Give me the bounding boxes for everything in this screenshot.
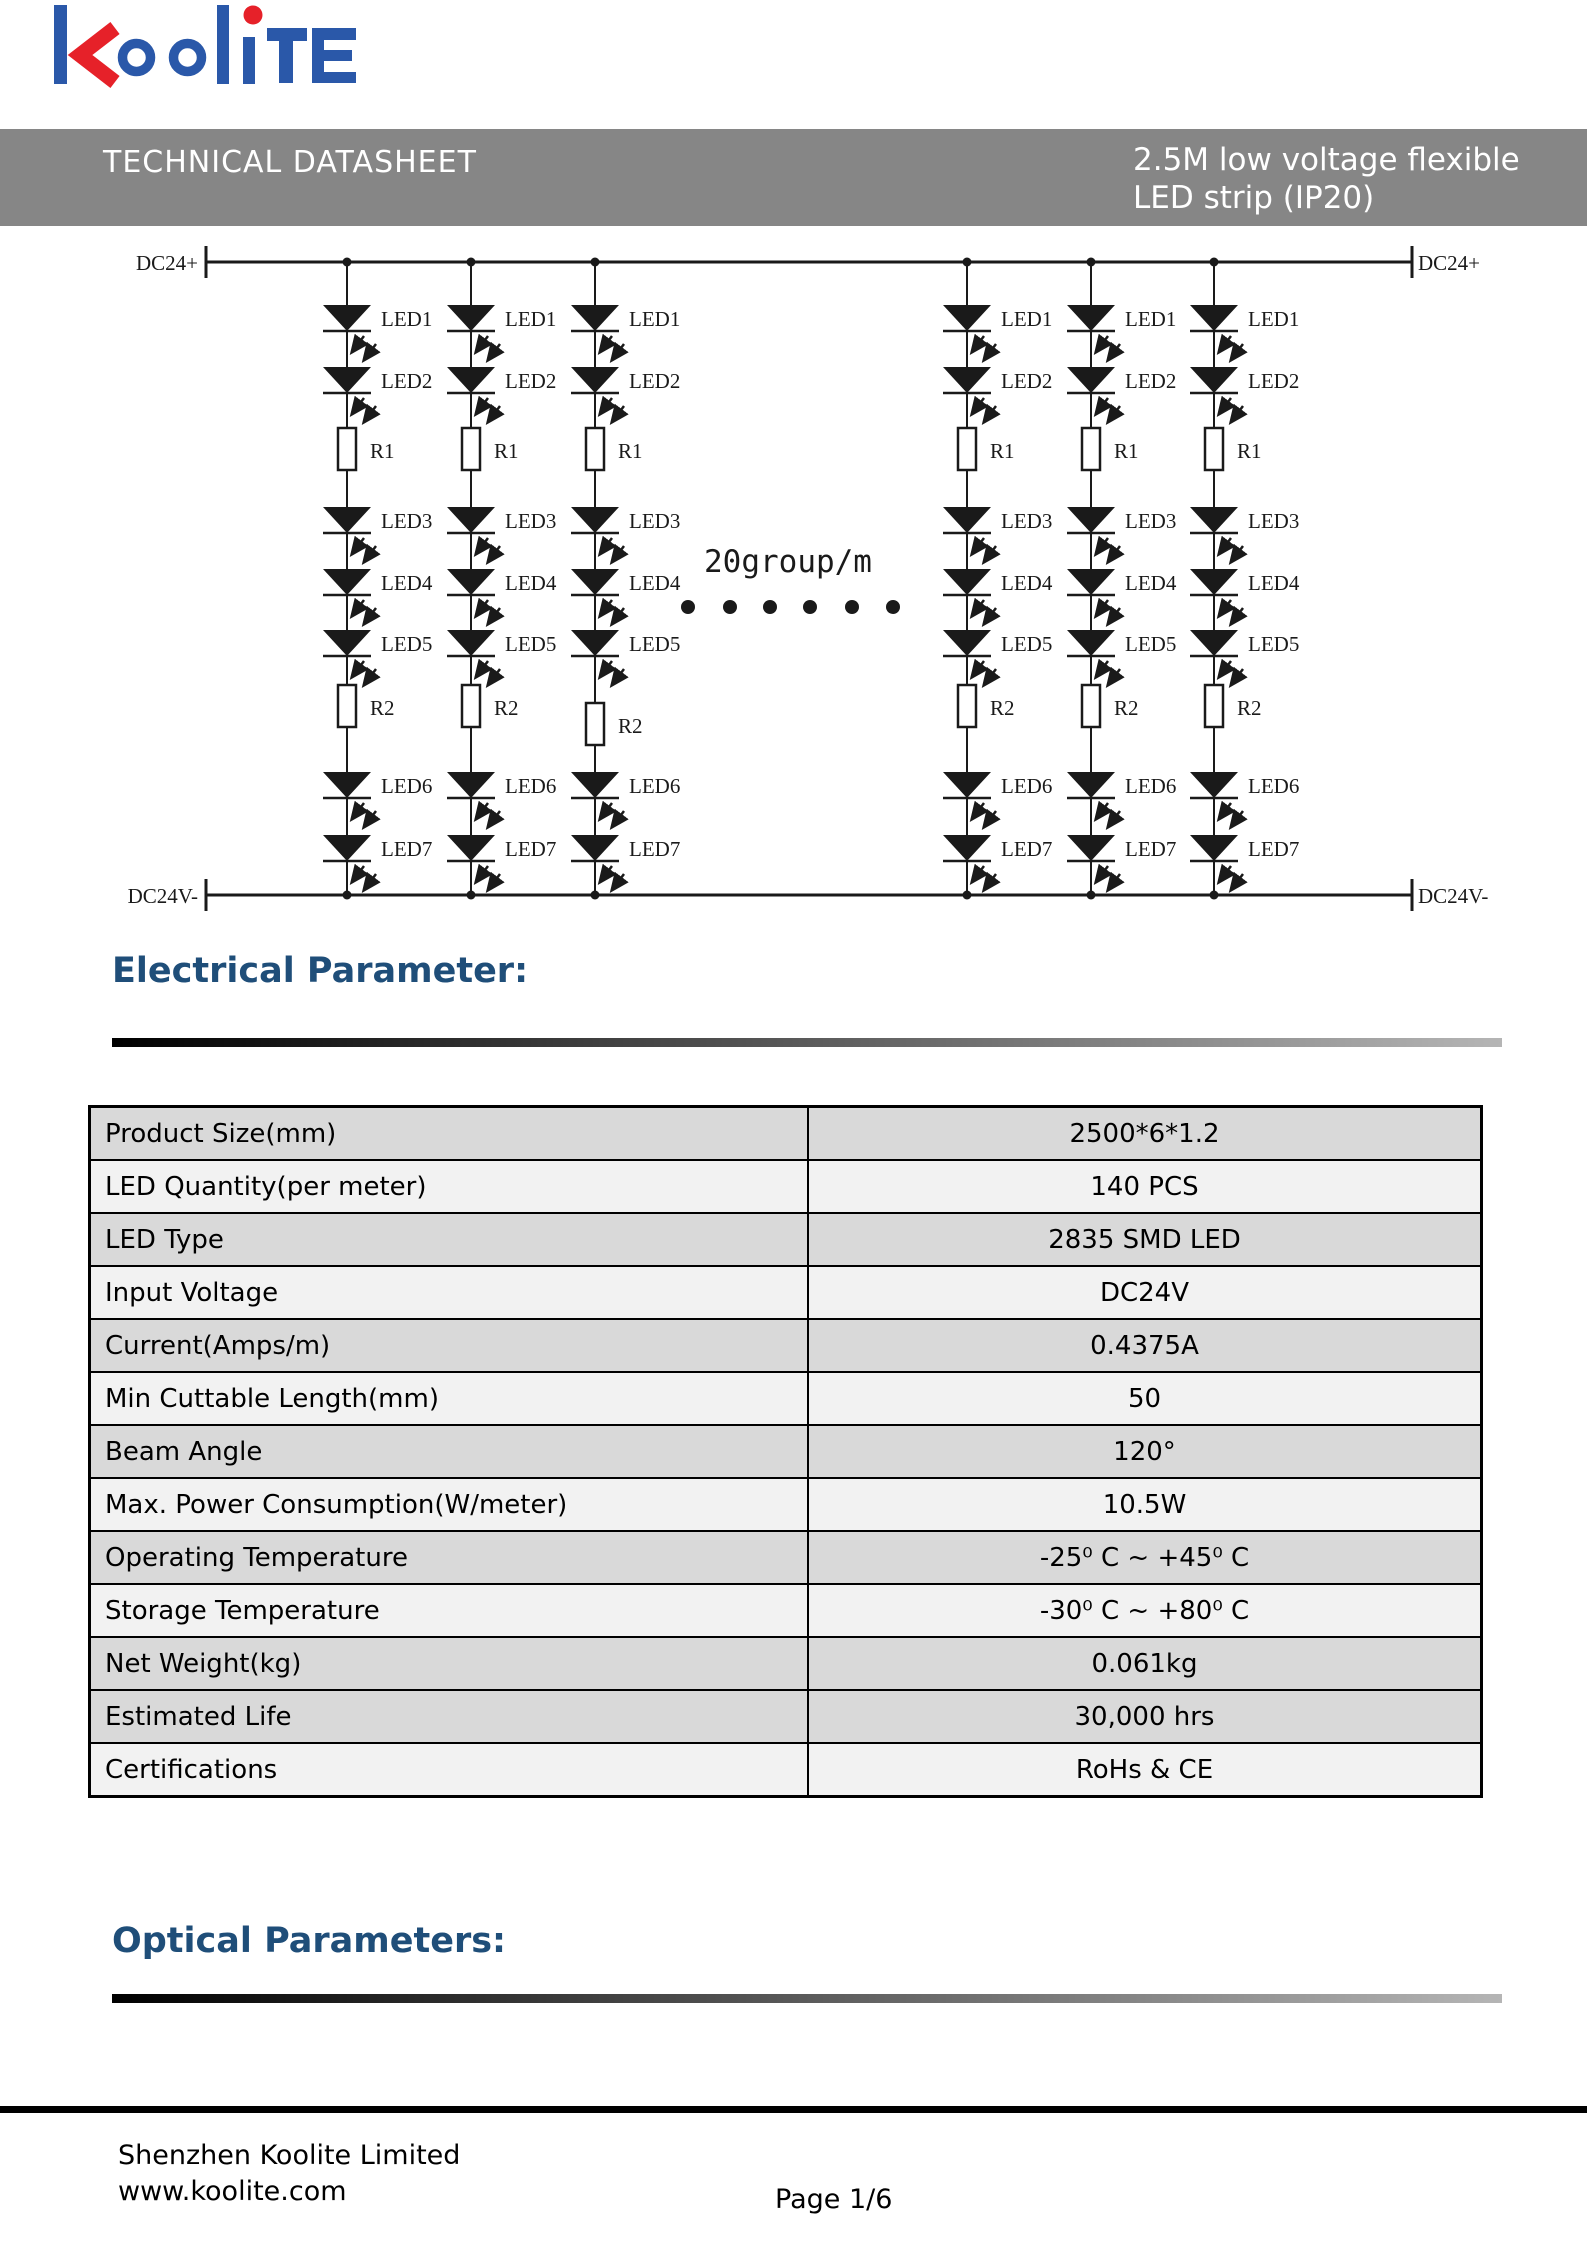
junction-dot [591, 891, 600, 900]
ellipsis-dot [681, 600, 695, 614]
junction-dot [963, 891, 972, 900]
rail-label-top-right: DC24+ [1418, 251, 1481, 275]
led-symbol-icon [1067, 835, 1115, 861]
resistor-symbol-icon [1082, 428, 1100, 470]
diagram-label: R2 [990, 696, 1015, 720]
resistor-symbol-icon [338, 685, 356, 727]
led-light-arrow-icon [352, 538, 364, 554]
led-light-arrow-icon [1096, 803, 1108, 819]
ellipsis-dot [803, 600, 817, 614]
led-light-arrow-icon [612, 546, 624, 562]
led-light-arrow-icon [612, 874, 624, 890]
value-cell: 140 PCS [808, 1160, 1482, 1213]
param-cell: Operating Temperature [90, 1531, 809, 1584]
led-symbol-icon [323, 507, 371, 533]
led-light-arrow-icon [352, 866, 364, 882]
param-cell: Estimated Life [90, 1690, 809, 1743]
diagram-label: LED2 [629, 369, 681, 393]
diagram-label: R2 [494, 696, 519, 720]
led-light-arrow-icon [612, 811, 624, 827]
led-symbol-icon [323, 772, 371, 798]
led-symbol-icon [571, 835, 619, 861]
led-light-arrow-icon [476, 866, 488, 882]
table-row [90, 1160, 1482, 1213]
led-light-arrow-icon [352, 661, 364, 677]
diagram-label: R1 [1237, 439, 1262, 463]
led-light-arrow-icon [972, 600, 984, 616]
resistor-symbol-icon [586, 428, 604, 470]
resistor-symbol-icon [958, 685, 976, 727]
led-light-arrow-icon [984, 811, 996, 827]
logo-letter-k [54, 5, 115, 84]
led-light-arrow-icon [488, 874, 500, 890]
diagram-label: LED2 [1248, 369, 1300, 393]
led-symbol-icon [571, 305, 619, 331]
led-light-arrow-icon [1096, 336, 1108, 352]
diagram-label: R1 [990, 439, 1015, 463]
table-row [90, 1690, 1482, 1743]
logo-letter-t [267, 28, 307, 83]
value-cell: 10.5W [808, 1478, 1482, 1531]
led-light-arrow-icon [1108, 608, 1120, 624]
rail-label-bottom-left: DC24V- [127, 884, 198, 908]
diagram-label: R1 [1114, 439, 1139, 463]
led-light-arrow-icon [1231, 608, 1243, 624]
led-light-arrow-icon [1231, 669, 1243, 685]
diagram-label: LED6 [505, 774, 557, 798]
junction-dot [1087, 258, 1096, 267]
diagram-label: LED5 [629, 632, 681, 656]
led-light-arrow-icon [1219, 336, 1231, 352]
electrical-parameter-table [88, 1105, 1483, 1798]
led-light-arrow-icon [600, 866, 612, 882]
footer-company-block [118, 2138, 460, 2210]
led-symbol-icon [1190, 507, 1238, 533]
led-light-arrow-icon [600, 600, 612, 616]
table-row [90, 1425, 1482, 1478]
led-light-arrow-icon [476, 661, 488, 677]
value-cell: 0.061kg [808, 1637, 1482, 1690]
diagram-label: LED3 [1001, 509, 1053, 533]
led-light-arrow-icon [612, 344, 624, 360]
led-light-arrow-icon [984, 874, 996, 890]
led-light-arrow-icon [1219, 803, 1231, 819]
value-cell: 2835 SMD LED [808, 1213, 1482, 1266]
logo-letter-e [312, 28, 356, 83]
diagram-label: LED1 [505, 307, 557, 331]
diagram-label: LED4 [1248, 571, 1300, 595]
led-light-arrow-icon [1231, 406, 1243, 422]
led-symbol-icon [447, 305, 495, 331]
led-symbol-icon [447, 367, 495, 393]
led-light-arrow-icon [1096, 600, 1108, 616]
led-light-arrow-icon [1108, 344, 1120, 360]
value-cell: -25⁰ C ~ +45⁰ C [808, 1531, 1482, 1584]
circuit-content [128, 246, 1489, 911]
junction-dot [467, 258, 476, 267]
led-light-arrow-icon [364, 406, 376, 422]
resistor-symbol-icon [462, 428, 480, 470]
footer-company-name: Shenzhen Koolite Limited [118, 2140, 461, 2171]
led-symbol-icon [323, 630, 371, 656]
led-symbol-icon [1067, 305, 1115, 331]
led-light-arrow-icon [1096, 538, 1108, 554]
junction-dot [467, 891, 476, 900]
led-light-arrow-icon [612, 406, 624, 422]
led-symbol-icon [323, 835, 371, 861]
led-light-arrow-icon [1108, 406, 1120, 422]
ellipsis-dot [763, 600, 777, 614]
led-symbol-icon [943, 630, 991, 656]
junction-dot [591, 258, 600, 267]
value-cell: 120° [808, 1425, 1482, 1478]
led-symbol-icon [943, 835, 991, 861]
resistor-symbol-icon [462, 685, 480, 727]
led-light-arrow-icon [364, 546, 376, 562]
param-cell: Input Voltage [90, 1266, 809, 1319]
diagram-label: LED7 [629, 837, 681, 861]
led-symbol-icon [447, 772, 495, 798]
led-light-arrow-icon [1108, 669, 1120, 685]
table-row [90, 1743, 1482, 1797]
resistor-symbol-icon [1082, 685, 1100, 727]
led-symbol-icon [447, 569, 495, 595]
resistor-symbol-icon [338, 428, 356, 470]
value-cell: 0.4375A [808, 1319, 1482, 1372]
led-light-arrow-icon [972, 398, 984, 414]
resistor-symbol-icon [586, 703, 604, 745]
led-light-arrow-icon [476, 538, 488, 554]
diagram-label: LED2 [505, 369, 557, 393]
led-symbol-icon [943, 569, 991, 595]
led-light-arrow-icon [972, 803, 984, 819]
led-light-arrow-icon [600, 803, 612, 819]
diagram-label: LED3 [1125, 509, 1177, 533]
led-light-arrow-icon [600, 661, 612, 677]
diagram-label: LED7 [505, 837, 557, 861]
diagram-label: LED3 [629, 509, 681, 533]
led-light-arrow-icon [1096, 866, 1108, 882]
param-cell: Current(Amps/m) [90, 1319, 809, 1372]
table-row [90, 1372, 1482, 1425]
diagram-label: LED6 [1001, 774, 1053, 798]
diagram-label: LED6 [629, 774, 681, 798]
led-light-arrow-icon [364, 344, 376, 360]
led-light-arrow-icon [1231, 811, 1243, 827]
logo-letter-l [217, 5, 229, 84]
led-light-arrow-icon [984, 669, 996, 685]
diagram-label: LED4 [1125, 571, 1177, 595]
led-light-arrow-icon [1231, 546, 1243, 562]
led-light-arrow-icon [1219, 600, 1231, 616]
diagram-label: R1 [618, 439, 643, 463]
value-cell: -30⁰ C ~ +80⁰ C [808, 1584, 1482, 1637]
led-symbol-icon [571, 507, 619, 533]
led-light-arrow-icon [488, 344, 500, 360]
optical-section-rule [112, 1994, 1502, 2003]
led-light-arrow-icon [364, 874, 376, 890]
resistor-symbol-icon [1205, 685, 1223, 727]
diagram-label: LED4 [1001, 571, 1053, 595]
param-cell: Beam Angle [90, 1425, 809, 1478]
rail-label-bottom-right: DC24V- [1418, 884, 1489, 908]
led-light-arrow-icon [352, 336, 364, 352]
led-symbol-icon [323, 305, 371, 331]
header-doc-type: TECHNICAL DATASHEET [103, 145, 477, 180]
diagram-label: LED3 [381, 509, 433, 533]
led-symbol-icon [571, 367, 619, 393]
led-light-arrow-icon [972, 661, 984, 677]
diagram-label: LED3 [1248, 509, 1300, 533]
led-symbol-icon [323, 367, 371, 393]
led-light-arrow-icon [352, 600, 364, 616]
junction-dot [1087, 891, 1096, 900]
diagram-label: LED1 [381, 307, 433, 331]
led-symbol-icon [943, 305, 991, 331]
led-symbol-icon [1067, 507, 1115, 533]
logo-letters-oo [123, 44, 202, 72]
footer-website: www.koolite.com [118, 2176, 347, 2207]
header-product-title-line2: LED strip (IP20) [1133, 180, 1375, 216]
diagram-label: LED7 [381, 837, 433, 861]
led-light-arrow-icon [476, 336, 488, 352]
led-light-arrow-icon [488, 608, 500, 624]
table-row [90, 1584, 1482, 1637]
led-light-arrow-icon [1096, 661, 1108, 677]
led-light-arrow-icon [1219, 661, 1231, 677]
value-cell: DC24V [808, 1266, 1482, 1319]
resistor-symbol-icon [958, 428, 976, 470]
junction-dot [343, 891, 352, 900]
diagram-label: R1 [370, 439, 395, 463]
diagram-label: LED2 [1125, 369, 1177, 393]
led-light-arrow-icon [600, 336, 612, 352]
circuit-diagram [0, 240, 1587, 940]
diagram-label: LED6 [1248, 774, 1300, 798]
diagram-label: LED1 [1125, 307, 1177, 331]
led-symbol-icon [1067, 367, 1115, 393]
led-light-arrow-icon [476, 398, 488, 414]
koolite-logo [50, 2, 360, 98]
table-row [90, 1637, 1482, 1690]
led-symbol-icon [943, 367, 991, 393]
footer-rule [0, 2106, 1587, 2113]
table-row [90, 1266, 1482, 1319]
diagram-label: LED4 [381, 571, 433, 595]
led-light-arrow-icon [600, 398, 612, 414]
value-cell: 2500*6*1.2 [808, 1107, 1482, 1161]
led-symbol-icon [1190, 772, 1238, 798]
logo-i-dot-icon [244, 6, 263, 25]
junction-dot [963, 258, 972, 267]
diagram-label: LED5 [505, 632, 557, 656]
led-light-arrow-icon [476, 600, 488, 616]
rail-label-top-left: DC24+ [135, 251, 198, 275]
diagram-label: LED1 [1001, 307, 1053, 331]
led-symbol-icon [447, 630, 495, 656]
diagram-label: LED5 [1248, 632, 1300, 656]
led-light-arrow-icon [364, 608, 376, 624]
diagram-label: LED4 [505, 571, 557, 595]
ellipsis-dot [845, 600, 859, 614]
value-cell: RoHs & CE [808, 1743, 1482, 1797]
led-light-arrow-icon [488, 669, 500, 685]
table-row [90, 1107, 1482, 1161]
led-symbol-icon [1190, 367, 1238, 393]
header-product-title-line1: 2.5M low voltage flexible [1133, 142, 1520, 178]
led-symbol-icon [1190, 630, 1238, 656]
led-light-arrow-icon [612, 669, 624, 685]
diagram-label: LED6 [381, 774, 433, 798]
param-cell: Min Cuttable Length(mm) [90, 1372, 809, 1425]
param-cell: LED Quantity(per meter) [90, 1160, 809, 1213]
led-light-arrow-icon [1108, 874, 1120, 890]
led-light-arrow-icon [364, 669, 376, 685]
led-light-arrow-icon [600, 538, 612, 554]
logo-letter-i [243, 6, 263, 85]
led-light-arrow-icon [352, 803, 364, 819]
table-row [90, 1531, 1482, 1584]
diagram-label: LED5 [1001, 632, 1053, 656]
table-row [90, 1319, 1482, 1372]
diagram-label: LED5 [381, 632, 433, 656]
junction-dot [1210, 258, 1219, 267]
led-symbol-icon [1190, 569, 1238, 595]
diagram-label: LED2 [1001, 369, 1053, 393]
param-cell: Storage Temperature [90, 1584, 809, 1637]
led-symbol-icon [943, 772, 991, 798]
led-light-arrow-icon [612, 608, 624, 624]
led-symbol-icon [943, 507, 991, 533]
led-symbol-icon [571, 772, 619, 798]
led-symbol-icon [323, 569, 371, 595]
led-symbol-icon [1067, 569, 1115, 595]
led-light-arrow-icon [1231, 344, 1243, 360]
param-cell: Max. Power Consumption(W/meter) [90, 1478, 809, 1531]
value-cell: 30,000 hrs [808, 1690, 1482, 1743]
led-light-arrow-icon [364, 811, 376, 827]
param-cell: LED Type [90, 1213, 809, 1266]
led-light-arrow-icon [1108, 546, 1120, 562]
diagram-label: LED4 [629, 571, 681, 595]
led-light-arrow-icon [972, 336, 984, 352]
spec-table-body [90, 1107, 1482, 1797]
diagram-label: LED7 [1001, 837, 1053, 861]
led-light-arrow-icon [1096, 398, 1108, 414]
electrical-section-title: Electrical Parameter: [112, 951, 529, 991]
led-light-arrow-icon [1219, 866, 1231, 882]
led-light-arrow-icon [1219, 398, 1231, 414]
led-symbol-icon [447, 835, 495, 861]
param-cell: Certifications [90, 1743, 809, 1797]
diagram-label: LED7 [1125, 837, 1177, 861]
group-note: 20group/m [704, 544, 872, 580]
led-light-arrow-icon [488, 406, 500, 422]
led-symbol-icon [447, 507, 495, 533]
junction-dot [343, 258, 352, 267]
header-bar [0, 129, 1587, 226]
led-light-arrow-icon [972, 866, 984, 882]
diagram-label: R1 [494, 439, 519, 463]
diagram-label: LED1 [629, 307, 681, 331]
led-light-arrow-icon [1108, 811, 1120, 827]
led-light-arrow-icon [352, 398, 364, 414]
led-light-arrow-icon [984, 344, 996, 360]
led-light-arrow-icon [984, 608, 996, 624]
diagram-label: LED6 [1125, 774, 1177, 798]
diagram-label: LED7 [1248, 837, 1300, 861]
led-symbol-icon [1190, 305, 1238, 331]
led-symbol-icon [1067, 772, 1115, 798]
diagram-label: R2 [1237, 696, 1262, 720]
header-product-title [1133, 141, 1520, 217]
table-row [90, 1213, 1482, 1266]
diagram-label: LED2 [381, 369, 433, 393]
ellipsis-dot [886, 600, 900, 614]
led-symbol-icon [571, 630, 619, 656]
led-symbol-icon [571, 569, 619, 595]
param-cell: Net Weight(kg) [90, 1637, 809, 1690]
diagram-label: R2 [618, 714, 643, 738]
table-row [90, 1478, 1482, 1531]
electrical-section-rule [112, 1038, 1502, 1047]
param-cell: Product Size(mm) [90, 1107, 809, 1161]
led-light-arrow-icon [1219, 538, 1231, 554]
led-symbol-icon [1067, 630, 1115, 656]
ellipsis-dot [723, 600, 737, 614]
led-light-arrow-icon [488, 546, 500, 562]
led-light-arrow-icon [476, 803, 488, 819]
led-light-arrow-icon [984, 546, 996, 562]
diagram-label: LED5 [1125, 632, 1177, 656]
diagram-label: R2 [370, 696, 395, 720]
led-light-arrow-icon [1231, 874, 1243, 890]
led-symbol-icon [1190, 835, 1238, 861]
led-light-arrow-icon [972, 538, 984, 554]
resistor-symbol-icon [1205, 428, 1223, 470]
footer-page-number: Page 1/6 [775, 2184, 893, 2215]
led-light-arrow-icon [984, 406, 996, 422]
optical-section-title: Optical Parameters: [112, 1921, 507, 1961]
diagram-label: LED3 [505, 509, 557, 533]
diagram-label: R2 [1114, 696, 1139, 720]
junction-dot [1210, 891, 1219, 900]
value-cell: 50 [808, 1372, 1482, 1425]
diagram-label: LED1 [1248, 307, 1300, 331]
led-light-arrow-icon [488, 811, 500, 827]
